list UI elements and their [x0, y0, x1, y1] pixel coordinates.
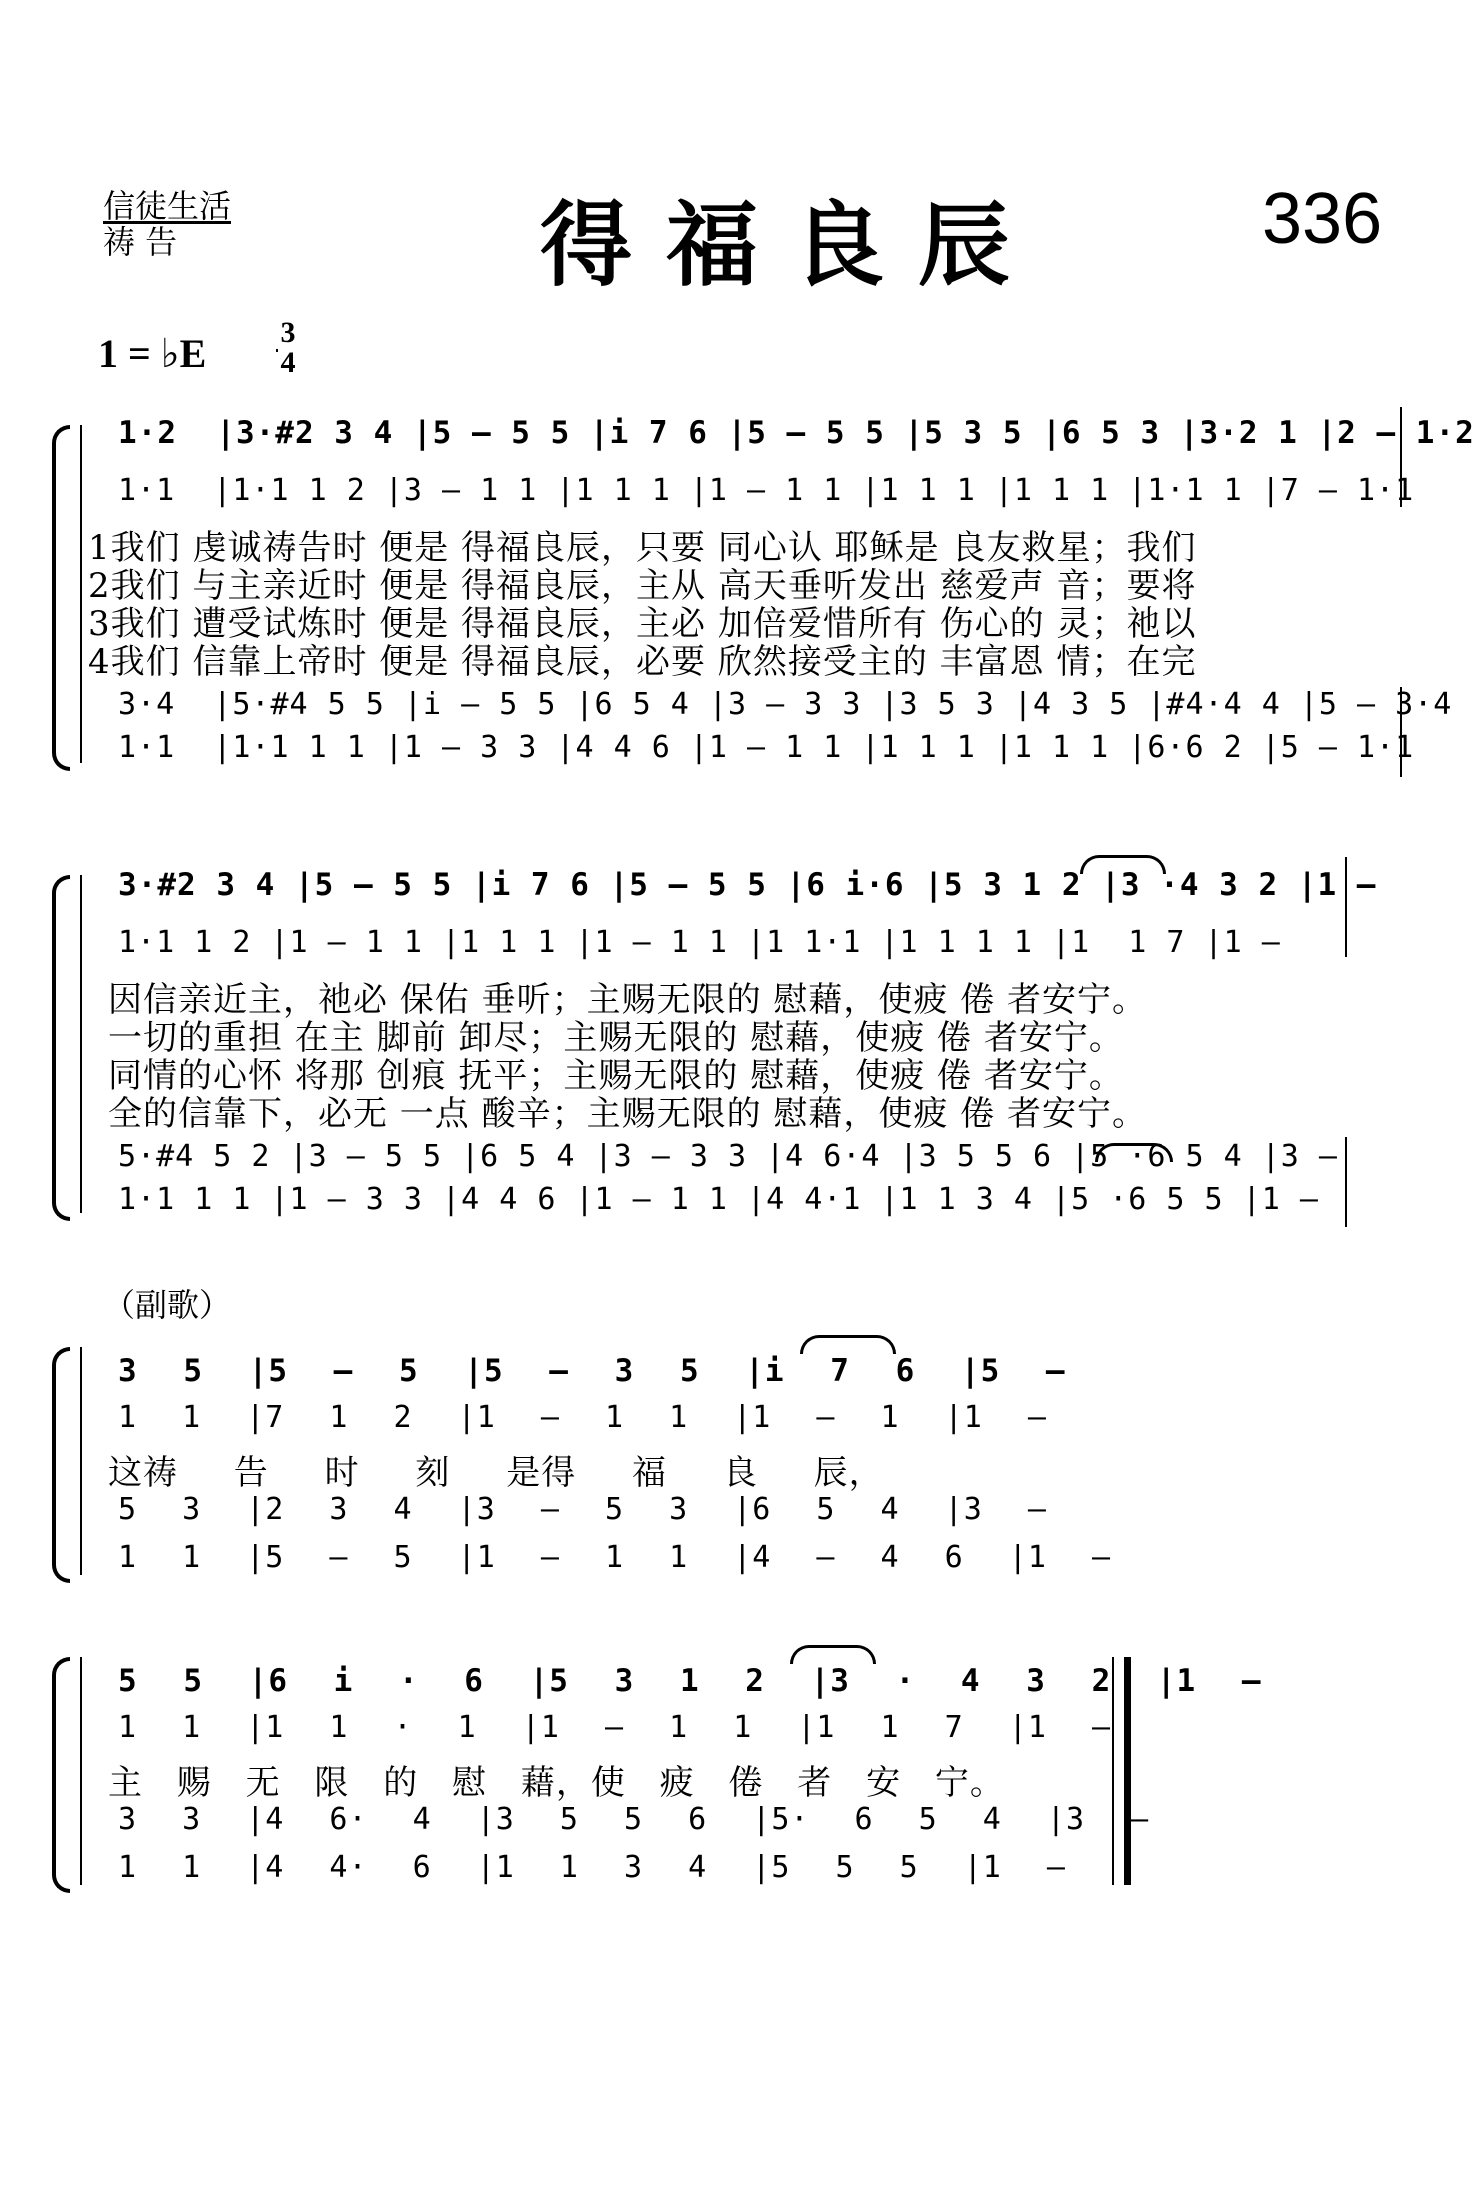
tenor-line: 5·#4 5 2 |3 — 5 5 |6 5 4 |3 — 3 3 |4 6·4 |3 5 5 6 |5 ·6 5 4 |3 —: [118, 1139, 1338, 1174]
verse-4-lyrics: 全的信靠下，必无 一点 酸辛；主赐无限的 慰藉，使疲 倦 者安宁。: [108, 1094, 1148, 1134]
category-line-1: 信徒生活: [103, 187, 232, 225]
verse-1-lyrics: 1我们 虔诚祷告时 便是 得福良辰，只要 同心认 耶稣是 良友救星；我们: [88, 528, 1197, 568]
verse-3-lyrics: 3我们 遭受试炼时 便是 得福良辰，主必 加倍爱惜所有 伤心的 灵；祂以: [88, 604, 1197, 644]
system-left-bar: [80, 875, 82, 1213]
system-brace: [52, 875, 70, 1221]
system-left-bar: [80, 425, 82, 763]
system-left-bar: [80, 1347, 82, 1575]
chorus-system-1: [0, 1335, 1477, 1595]
system-brace: [52, 1657, 70, 1893]
time-signature: [276, 318, 300, 378]
category-line-2: 祷 告: [103, 223, 178, 261]
system-brace: [52, 1347, 70, 1583]
chorus-tenor-line: 3 3 |4 6· 4 |3 5 5 6 |5· 6 5 4 |3 —: [118, 1802, 1150, 1837]
verse-2-lyrics: 一切的重担 在主 脚前 卸尽；主赐无限的 慰藉，使疲 倦 者安宁。: [108, 1018, 1124, 1058]
chorus-label: （副歌）: [103, 1286, 232, 1324]
soprano-line: 3·#2 3 4 |5 — 5 5 |i 7 6 |5 — 5 5 |6 i·6 |5 3 1 2 |3 ·4 3 2 |1 —: [118, 867, 1377, 903]
system-2: [0, 855, 1477, 1225]
hymn-number: 336: [1262, 179, 1383, 259]
system-brace: [52, 425, 70, 771]
chorus-lyrics: 这祷 告 时 刻 是得 福 良 辰，: [108, 1453, 884, 1493]
hymn-title: 得福良辰: [540, 191, 1045, 299]
chorus-tenor-line: 5 3 |2 3 4 |3 — 5 3 |6 5 4 |3 —: [118, 1492, 1047, 1527]
bass-line: 1·1 |1·1 1 1 |1 — 3 3 |4 4 6 |1 — 1 1 |1 1 1 |1 1 1 |6·6 2 |5 — 1·1: [118, 730, 1415, 765]
chorus-soprano-line: 3 5 |5 — 5 |5 — 3 5 |i 7 6 |5 —: [118, 1353, 1066, 1389]
chorus-lyrics: 主 赐 无 限 的 慰 藉，使 疲 倦 者 安 宁。: [108, 1763, 1005, 1803]
chorus-bass-line: 1 1 |4 4· 6 |1 1 3 4 |5 5 5 |1 —: [118, 1850, 1066, 1885]
chorus-system-2: [0, 1645, 1477, 1905]
category-label: [103, 188, 231, 260]
slur-mark: [790, 1645, 876, 1664]
verse-2-lyrics: 2我们 与主亲近时 便是 得福良辰，主从 高天垂听发出 慈爱声 音；要将: [88, 566, 1197, 606]
system-left-bar: [80, 1657, 82, 1885]
chorus-alto-line: 1 1 |7 1 2 |1 — 1 1 |1 — 1 |1 —: [118, 1400, 1047, 1435]
alto-line: 1·1 1 2 |1 — 1 1 |1 1 1 |1 — 1 1 |1 1·1 |1 1 1 1 |1 1 7 |1 —: [118, 925, 1281, 960]
time-signature-top: 3: [280, 316, 296, 349]
system-right-bar-lower: [1345, 1137, 1347, 1227]
system-1: [0, 405, 1477, 775]
verse-4-lyrics: 4我们 信靠上帝时 便是 得福良辰，必要 欣然接受主的 丰富恩 情；在完: [88, 642, 1197, 682]
verse-1-lyrics: 因信亲近主，祂必 保佑 垂听；主赐无限的 慰藉，使疲 倦 者安宁。: [108, 980, 1148, 1020]
alto-line: 1·1 |1·1 1 2 |3 — 1 1 |1 1 1 |1 — 1 1 |1 1 1 |1 1 1 |1·1 1 |7 — 1·1: [118, 473, 1415, 508]
verse-3-lyrics: 同情的心怀 将那 创痕 抚平；主赐无限的 慰藉，使疲 倦 者安宁。: [108, 1056, 1124, 1096]
key-signature: 1 = ♭E: [98, 331, 207, 376]
bass-line: 1·1 1 1 |1 — 3 3 |4 4 6 |1 — 1 1 |4 4·1 |1 1 3 4 |5 ·6 5 5 |1 —: [118, 1182, 1319, 1217]
chorus-bass-line: 1 1 |5 — 5 |1 — 1 1 |4 — 4 6 |1 —: [118, 1540, 1112, 1575]
slur-mark: [800, 1335, 896, 1354]
chorus-soprano-line: 5 5 |6 i · 6 |5 3 1 2 |3 · 4 3 2 |1 —: [118, 1663, 1262, 1699]
soprano-line: 1·2 |3·#2 3 4 |5 — 5 5 |i 7 6 |5 — 5 5 |5 3 5 |6 5 3 |3·2 1 |2 — 1·2: [118, 415, 1475, 451]
time-signature-bottom: 4: [280, 346, 296, 379]
tenor-line: 3·4 |5·#4 5 5 |i — 5 5 |6 5 4 |3 — 3 3 |3 5 3 |4 3 5 |#4·4 4 |5 — 3·4: [118, 687, 1453, 722]
chorus-alto-line: 1 1 |1 1 · 1 |1 — 1 1 |1 1 7 |1 —: [118, 1710, 1112, 1745]
